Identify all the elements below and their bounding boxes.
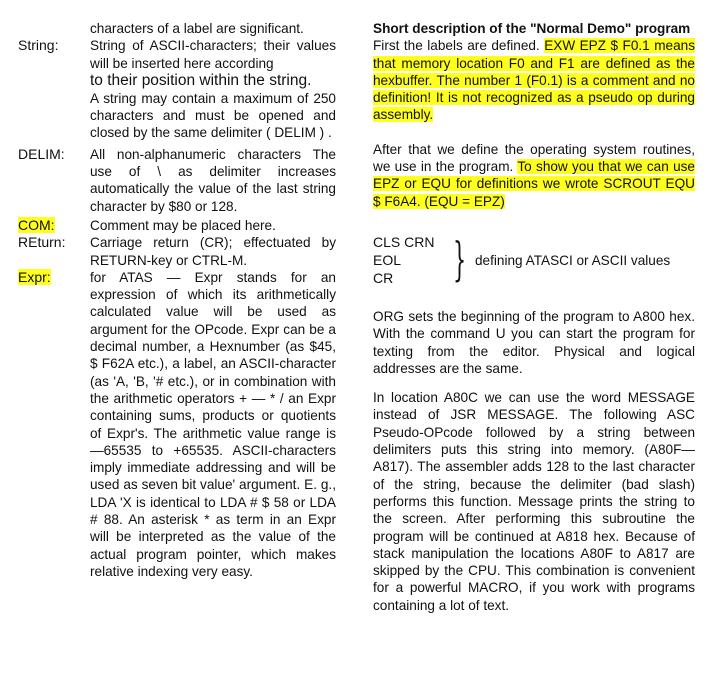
paragraph-routines-highlight: To show you that we can use EPZ or EQU for definitions we wrote SCROUT EQU $ F6A4. (EQU = EPZ) [373,159,695,209]
intro-text [90,20,336,37]
entry-expr [18,269,336,580]
right-column [373,20,695,614]
term-expr-highlight: Expr: [18,268,51,285]
left-column [18,20,336,580]
def-string [90,37,336,141]
def-com [90,217,336,234]
paragraph-location: In location A80C we can use the word MESSAGE instead of JSR MESSAGE. The following ASC Pseudo-OPcode followed by a string between delimiters puts this string into memory. (A80F—A817). The assembler adds 128 to the last character of the string, because the delimiter (bad slash) performs this function. Message prints the string to the screen. After performing this subroutine the program will be continued at A818 hex. Because of stack manipulation the locations A80F to A817 are skipped by the CPU. This combination is convenient for a powerful MACRO, if you work with programs containing a lot of text. [373,390,695,613]
intro-line: characters of a label are significant. [90,21,304,36]
def-delim [90,146,336,215]
entry-string [18,37,336,141]
spacer [373,210,695,227]
def-expr [90,269,336,580]
def-string-line2: to their position within the string. [90,71,312,89]
code-line: CLS CRN [373,233,435,250]
term-return: REturn: [18,234,66,251]
right-brace-glyph: } [453,231,467,286]
spacer [373,291,695,308]
def-string-line3: A string may contain a maximum of 250 characters and must be opened and closed by the same delimiter ( DELIM ) . [90,90,336,141]
term-com-highlight: COM: [18,216,55,233]
code-brace-label: defining ATASCI or ASCII values [475,252,671,268]
def-return-text: Carriage return (CR); effectuated by RETURN-key or CTRL-M. [90,235,336,268]
entry-delim [18,146,336,215]
def-return [90,234,336,269]
def-delim-text: All non-alphanumeric characters The use of \ as delimiter increases automatically the value of the last string character by $80 or 128. [90,146,336,214]
code-line: CR [373,269,394,286]
entry-return [18,234,336,269]
code-definitions-block [373,233,695,291]
term-expr [18,269,51,286]
term-com [18,217,55,234]
paragraph-routines-plain: After that we define the operating system routines, we use in the program. [373,141,695,175]
entry-com [18,217,336,234]
def-string-line1: String of ASCII-characters; their values will be inserted here according [90,38,336,71]
spacer [373,124,695,141]
term-string: String: [18,37,59,54]
section-heading: Short description of the "Normal Demo" program [373,21,691,36]
paragraph-labels-plain: First the labels are defined. [373,38,540,54]
def-expr-text: for ATAS — Expr stands for an expression of which its arithmetically calculated value will be used as argument for the OPcode. Expr can be a decimal number, a Hexnumber (as $45, $ F62A etc.), a label, an ASCII-character (as 'A, 'B, '# etc.), or in combination with the arithmetic operators + — * / an Expr containing sums, products or quotients of Expr's. The arithmetic value range is —65535 to +65535. ASCII-characters imply immediate addressing and will be used as seven bit value' argument. E. g., LDA 'X is identical to LDA # $ 58 or LDA # 88. An asterisk * as term in an Expr will be interpreted as the value of the actual program pointer, which makes relative indexing very easy. [90,269,336,579]
def-com-text: Comment may be placed here. [90,217,276,233]
term-delim: DELIM: [18,145,65,162]
paragraph-org: ORG sets the beginning of the program to A800 hex. With the command U you can start the program for texting from the editor. Physical and logical addresses are the same. [373,308,695,376]
paragraph-labels-highlight: EXW EPZ $ F0.1 means that memory location F0 and F1 are defined as the hexbuffer. The number 1 (F0.1) is a comment and no definition! It is not recognized as a pseudo op during assembly. [373,38,696,123]
code-lines [373,233,434,287]
paragraph-routines [373,141,695,210]
spacer [373,377,695,389]
paragraph-labels [373,37,695,123]
code-line: EOL [373,251,402,268]
